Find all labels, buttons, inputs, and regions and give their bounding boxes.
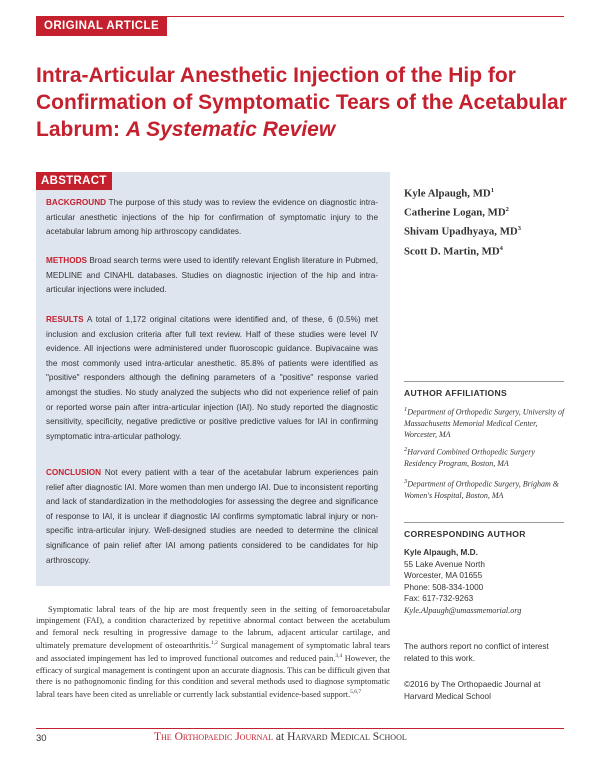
author-name: Catherine Logan, MD	[404, 206, 506, 219]
affiliation-item	[404, 404, 568, 441]
address-line-1: 55 Lake Avenue North	[404, 559, 485, 569]
conflict-statement: The authors report no conflict of interest related to this work.	[404, 642, 549, 663]
methods-text: Broad search terms were used to identify relevant English literature in Pubmed, MEDLINE and CINAHL databases. Studies on diagnostic injection of the hip and intra-articular injections were included.	[46, 256, 378, 295]
results-heading: RESULTS	[46, 315, 84, 324]
abstract-conclusion	[46, 466, 378, 568]
affiliation-item	[404, 444, 568, 469]
title-line-3-plain: Labrum:	[36, 118, 126, 141]
author-item	[404, 221, 521, 240]
affiliation-text: Harvard Combined Orthopedic Surgery Residency Program, Boston, MA	[404, 447, 535, 469]
fax-number: Fax: 617-732-9263	[404, 594, 474, 603]
affiliation-item	[404, 476, 568, 501]
affiliation-marker: 1	[404, 406, 408, 413]
background-heading: BACKGROUND	[46, 198, 107, 207]
author-name: Shivam Upadhyaya, MD	[404, 225, 518, 238]
body-text-2: Surgical management of symptomatic labral tears and associated impingement has led to improved functional outcomes and reduced pain.	[36, 641, 390, 664]
background-text: The purpose of this study was to review the evidence on diagnostic intra-articular anesthetic injections of the hip for confirmation of symptomatic injury to the acetabular labrum among hip arthroscopy candidates.	[46, 198, 378, 237]
author-item	[404, 241, 521, 260]
author-name: Scott D. Martin, MD	[404, 245, 500, 258]
affiliation-marker: 3	[404, 478, 408, 485]
author-affiliation-marker: 1	[490, 187, 494, 194]
citation-marker: 3,4	[335, 653, 343, 660]
methods-heading: METHODS	[46, 256, 87, 265]
phone-number: Phone: 508-334-1000	[404, 582, 484, 592]
abstract-background	[46, 196, 378, 240]
footer-rule	[36, 728, 564, 729]
article-title	[36, 62, 567, 143]
abstract-label: ABSTRACT	[36, 172, 112, 190]
address-line-2: Worcester, MA 01655	[404, 571, 483, 580]
author-affiliation-marker: 2	[505, 206, 509, 214]
author-affiliation-marker: 4	[499, 244, 503, 252]
corresponding-name: Kyle Alpaugh, M.D.	[404, 548, 478, 557]
title-line-2: Confirmation of Symptomatic Tears of the Acetabular	[36, 91, 567, 114]
corresponding-heading: CORRESPONDING AUTHOR	[404, 529, 526, 539]
section-label: ORIGINAL ARTICLE	[36, 16, 167, 36]
conclusion-heading: CONCLUSION	[46, 468, 102, 477]
affiliation-text: Department of Orthopedic Surgery, University of Massachusetts Memorial Medical Center, Worcester, MA	[404, 407, 565, 440]
copyright-notice: ©2016 by The Orthopaedic Journal at Harvard Medical School	[404, 680, 541, 701]
body-text-3: However, the efficacy of surgical management is contingent upon an accurate diagnosis. This can be difficult given that there is no pathognomonic finding for this condition and several methods used to diagnose symptomatic labral tears have been cited as unreliable or currently lack substantial evidence-based support.	[36, 654, 390, 700]
journal-at: at	[273, 731, 288, 743]
conclusion-text: Not every patient with a tear of the acetabular labrum experiences pain relief after diagnostic IAI. More women than men undergo IAI. Due to inconsistent reporting and lack of standardization in the methodologies for assessing the degree and significance of response to IAI, it is unclear if diagnostic IAI confirms symptomatic labral injury or non-specific intra-articular injury. Well-designed studies are needed to determine the clinical significance of pain relief after IAI among patients considered to be candidates for hip arthroscopy.	[46, 468, 378, 565]
results-text: A total of 1,172 original citations were identified and, of these, 6 (0.5%) met inclusion and exclusion criteria after full text review. Half of these studies were level IV evidence. All injections were administered under fluoroscopic guidance. Bupivacaine was the most commonly used intra-articular anesthetic. 85.8% of patients were identified as "positive" responders although the defining parameters of a "positive" response varied amongst the studies. No study analyzed the subjects who did not experience relief of pain or reported worse pain after intra-articular injection (IAI). No study reported the diagnostic sensitivity, specificity, negative predictive or positive predictive values for IAI in confirming symptomatic intra-articular pathology.	[46, 315, 378, 441]
corresponding-contact	[404, 547, 521, 616]
email-address: Kyle.Alpaugh@umassmemorial.org	[404, 605, 522, 615]
abstract-methods	[46, 254, 378, 298]
affiliations-heading: AUTHOR AFFILIATIONS	[404, 388, 508, 398]
body-paragraph	[36, 604, 390, 701]
abstract-results	[46, 313, 378, 444]
citation-marker: 5,6,7	[350, 689, 362, 696]
citation-marker: 1,2	[210, 640, 218, 647]
institution-name: Harvard Medical School	[287, 731, 407, 743]
title-line-3	[36, 116, 556, 143]
corresponding-rule	[404, 522, 564, 523]
journal-name: The Orthopaedic Journal	[154, 731, 274, 743]
title-line-1: Intra-Articular Anesthetic Injection of the Hip for	[36, 64, 516, 87]
journal-footer	[154, 731, 407, 743]
author-item	[404, 202, 521, 221]
body-text-1: Symptomatic labral tears of the hip are most frequently seen in the setting of femoroacetabular impingement (FAI), a condition characterized by repetitive abnormal contact between the acetabulum and femoral neck resulting in progressive damage to the labrum, adjacent articular cartilage, and ultimately premature development of osteoarthritis.	[36, 605, 390, 651]
author-list	[404, 183, 521, 260]
affiliation-text: Department of Orthopedic Surgery, Brigham & Women's Hospital, Boston, MA	[404, 479, 559, 501]
title-subtitle: A Systematic Review	[125, 118, 336, 141]
page-number: 30	[36, 733, 47, 744]
author-name: Kyle Alpaugh, MD	[404, 187, 491, 200]
author-affiliation-marker: 3	[517, 225, 521, 233]
affiliation-marker: 2	[404, 446, 408, 453]
author-item	[404, 183, 521, 202]
affiliations-rule	[404, 381, 564, 382]
